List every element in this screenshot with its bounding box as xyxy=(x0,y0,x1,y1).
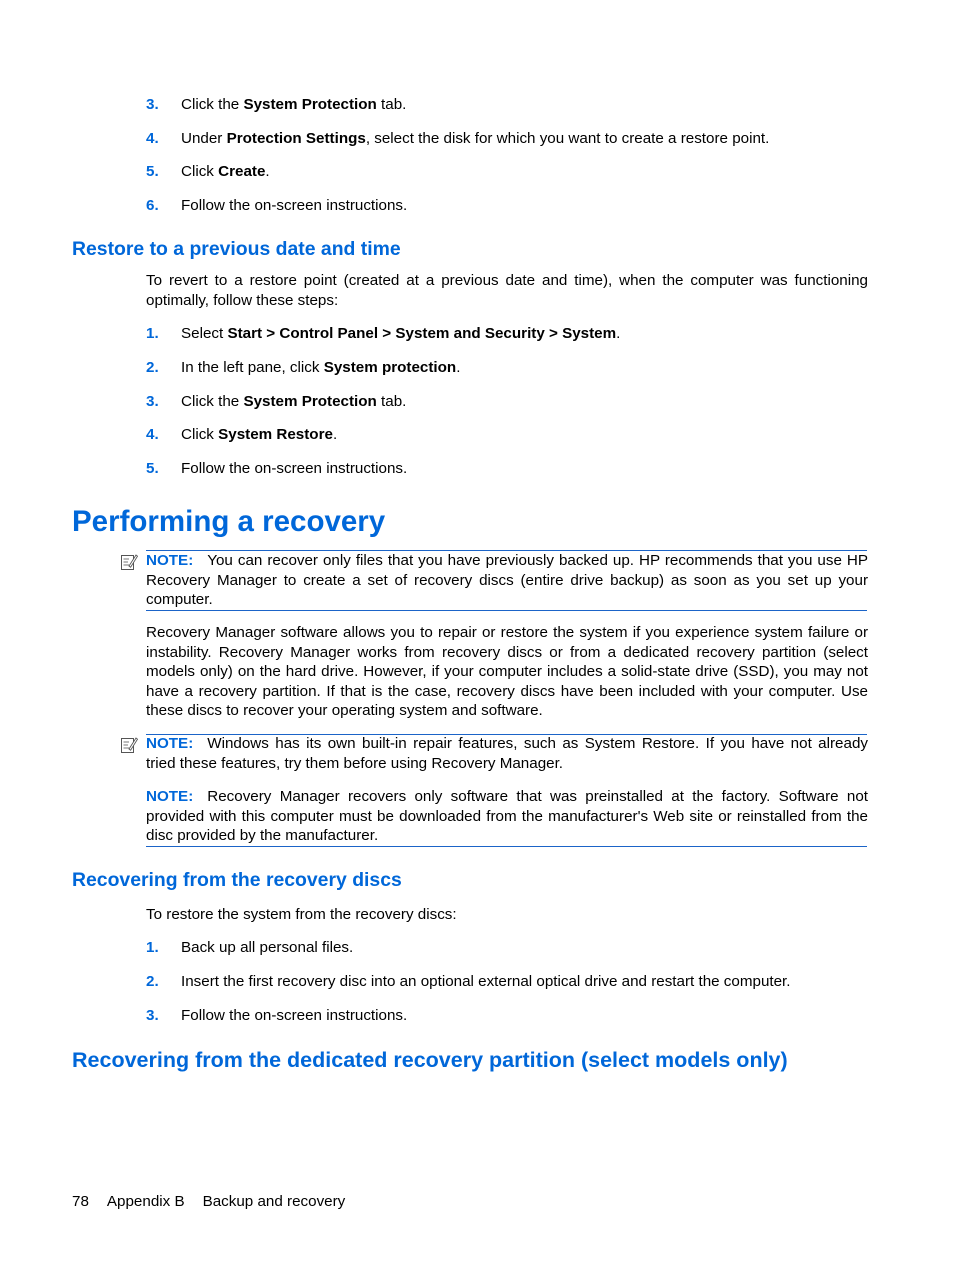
step-text: Click Create. xyxy=(181,163,270,180)
step-item xyxy=(146,1006,868,1026)
step-text: Under Protection Settings, select the disk for which you want to create a restore point. xyxy=(181,130,770,147)
step-item xyxy=(146,392,868,412)
note-text: You can recover only files that you have previously backed up. HP recommends that you use HP Recovery Manager to create a set of recovery discs (entire drive backup) as soon as you set up your computer. xyxy=(146,552,868,608)
note-label: NOTE: xyxy=(146,735,194,752)
note-label: NOTE: xyxy=(146,552,194,569)
step-number: 5. xyxy=(146,163,159,180)
step-text: Click the System Protection tab. xyxy=(181,96,407,113)
step-number: 6. xyxy=(146,197,159,214)
step-number: 3. xyxy=(146,393,159,410)
step-text: Insert the first recovery disc into an optional external optical drive and restart the computer. xyxy=(181,973,791,990)
note-icon xyxy=(120,553,138,571)
note-2 xyxy=(146,734,868,773)
step-number: 4. xyxy=(146,426,159,443)
footer-appendix: Appendix B xyxy=(106,1193,185,1210)
step-item xyxy=(146,938,868,958)
step-text: Follow the on-screen instructions. xyxy=(181,1007,408,1024)
note-icon xyxy=(120,736,138,754)
step-item xyxy=(146,196,868,216)
page-title: Performing a recovery xyxy=(72,505,386,538)
step-number: 2. xyxy=(146,359,159,376)
step-text: Select Start > Control Panel > System and Security > System. xyxy=(181,325,621,342)
section-heading-discs: Recovering from the recovery discs xyxy=(72,869,402,891)
section-heading-partition: Recovering from the dedicated recovery partition (select models only) xyxy=(72,1048,788,1072)
footer-chapter: Backup and recovery xyxy=(202,1193,346,1210)
step-number: 2. xyxy=(146,973,159,990)
step-item xyxy=(146,95,868,115)
step-text: Follow the on-screen instructions. xyxy=(181,197,408,214)
note-3 xyxy=(146,787,868,846)
note-bottom-rule xyxy=(146,846,867,847)
step-item xyxy=(146,972,868,992)
step-item xyxy=(146,358,868,378)
note-text: Recovery Manager recovers only software that was preinstalled at the factory. Software not provided with this computer must be downloaded from the manufacturer's Web site or reinstalled from the disc provided by the manufacturer. xyxy=(146,788,868,844)
step-item xyxy=(146,162,868,182)
note-1 xyxy=(146,551,868,610)
step-text: Click the System Protection tab. xyxy=(181,393,407,410)
note-label: NOTE: xyxy=(146,788,194,805)
step-text: Back up all personal files. xyxy=(181,939,354,956)
section-heading-restore: Restore to a previous date and time xyxy=(72,238,401,260)
step-text: In the left pane, click System protection. xyxy=(181,359,461,376)
step-number: 3. xyxy=(146,1007,159,1024)
step-number: 3. xyxy=(146,96,159,113)
step-item xyxy=(146,129,868,149)
step-number: 4. xyxy=(146,130,159,147)
note-text: Windows has its own built-in repair features, such as System Restore. If you have not already tried these features, try them before using Recovery Manager. xyxy=(146,735,868,772)
note-bottom-rule xyxy=(146,610,867,611)
step-text: Click System Restore. xyxy=(181,426,338,443)
recovery-body: Recovery Manager software allows you to repair or restore the system if you experience system failure or instability. Recovery Manager works from recovery discs or from a dedicated recovery partition (select models only) on the hard drive. However, if your computer includes a solid-state drive (SSD), you may not have a recovery partition. If that is the case, recovery discs have been included with your computer. Use these discs to recover your operating system and software. xyxy=(146,624,868,719)
page-footer xyxy=(72,1192,345,1212)
step-number: 1. xyxy=(146,325,159,342)
step-item xyxy=(146,425,868,445)
restore-intro: To revert to a restore point (created at a previous date and time), when the computer was functioning optimally, follow these steps: xyxy=(146,272,868,309)
step-item xyxy=(146,324,868,344)
step-number: 5. xyxy=(146,460,159,477)
discs-intro: To restore the system from the recovery discs: xyxy=(146,906,457,923)
page-number: 78 xyxy=(72,1193,89,1210)
step-item xyxy=(146,459,868,479)
step-text: Follow the on-screen instructions. xyxy=(181,460,408,477)
step-number: 1. xyxy=(146,939,159,956)
